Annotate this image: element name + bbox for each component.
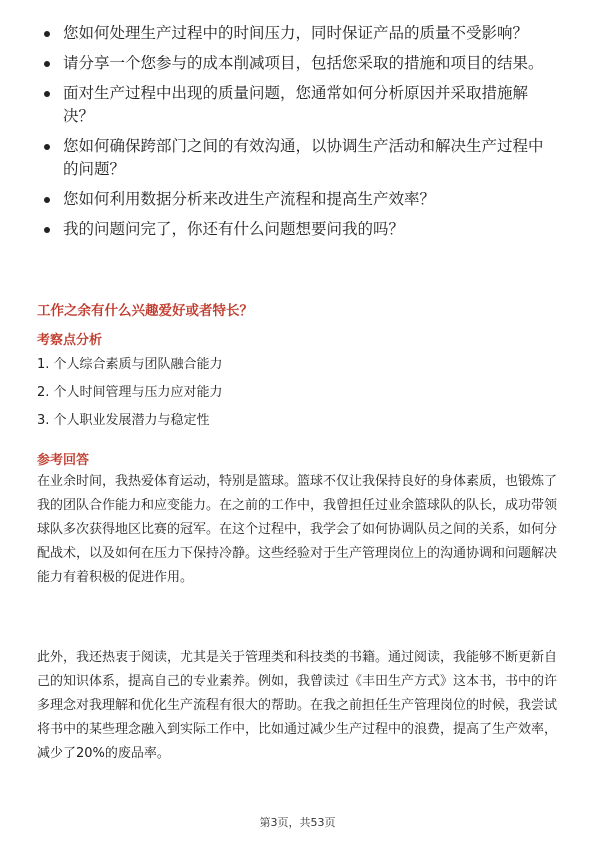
list-item-text: 您如何利用数据分析来改进生产流程和提高生产效率？ (63, 190, 436, 208)
answer-paragraph: 此外，我还热衷于阅读，尤其是关于管理类和科技类的书籍。通过阅读，我能够不断更新自己的知识体系，提高自己的专业素养。例如，我曾读过《丰田生产方式》这本书，书中的许多理念对我理解和优化生产流程有很大的帮助。在我之前担任生产管理岗位的时候，我尝试将书中的某些理念融入到实际工作中，比如通过减少生产过程中的浪费，提高了生产效率，减少了20%的废品率。 (37, 650, 558, 761)
bullet-dot-icon (44, 31, 50, 37)
analysis-label: 考察点分析 (37, 333, 103, 348)
bullet-dot-icon (44, 144, 50, 150)
analysis-point-list (37, 356, 223, 440)
analysis-point: 3. 个人职业发展潜力与稳定性 (37, 413, 210, 428)
question-heading: 工作之余有什么兴趣爱好或者特长？ (37, 303, 253, 319)
list-item-text: 请分享一个您参与的成本削减项目，包括您采取的措施和项目的结果。 (63, 54, 544, 72)
interview-question-list (0, 22, 595, 248)
list-item (0, 218, 595, 241)
analysis-point: 1. 个人综合素质与团队融合能力 (37, 357, 223, 372)
bullet-dot-icon (44, 61, 50, 67)
bullet-dot-icon (44, 227, 50, 233)
list-item-text: 面对生产过程中出现的质量问题，您通常如何分析原因并采取措施解决？ (63, 84, 529, 125)
answer-label: 参考回答 (37, 453, 90, 468)
answer-paragraph: 在业余时间，我热爱体育运动，特别是篮球。篮球不仅让我保持良好的身体素质，也锻炼了我的团队合作能力和应变能力。在之前的工作中，我曾担任过业余篮球队的队长，成功带领球队多次获得地区比赛的冠军。在这个过程中，我学会了如何协调队员之间的关系，如何分配战术，以及如何在压力下保持冷静。这些经验对于生产管理岗位上的沟通协调和问题解决能力有着积极的促进作用。 (37, 474, 558, 585)
analysis-point: 2. 个人时间管理与压力应对能力 (37, 385, 223, 400)
list-item (0, 52, 595, 75)
list-item-text: 您如何确保跨部门之间的有效沟通，以协调生产活动和解决生产过程中的问题？ (63, 137, 544, 178)
bullet-dot-icon (44, 197, 50, 203)
page-number: 第3页，共53页 (259, 816, 336, 829)
list-item-text: 您如何处理生产过程中的时间压力，同时保证产品的质量不受影响？ (63, 24, 529, 42)
list-item (0, 188, 595, 211)
list-item (0, 22, 595, 45)
list-item (0, 135, 595, 181)
list-item (0, 82, 595, 128)
bullet-dot-icon (44, 91, 50, 97)
list-item-text: 我的问题问完了，你还有什么问题想要问我的吗？ (63, 220, 405, 238)
